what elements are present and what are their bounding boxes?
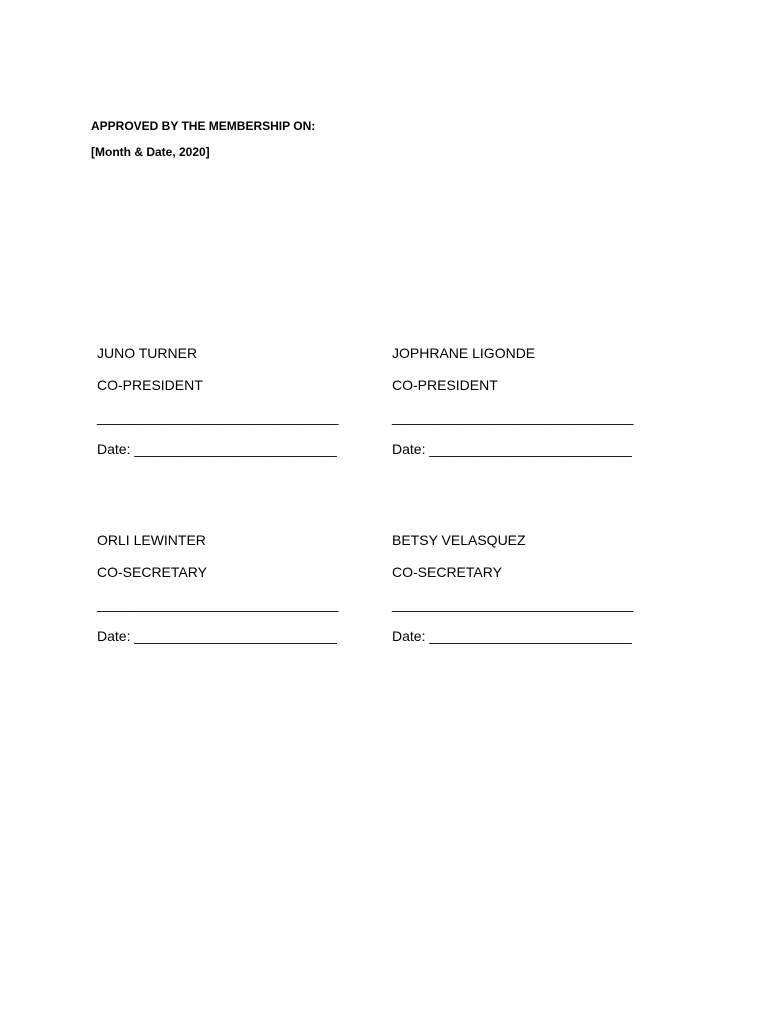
approval-date: [Month & Date, 2020] [91,145,210,159]
signature-line: _______________________________ [392,596,634,612]
signature-line: _______________________________ [97,409,339,425]
signatory-role: CO-SECRETARY [392,564,502,580]
signatory-role: CO-PRESIDENT [97,377,203,393]
signatory-name: ORLI LEWINTER [97,532,206,548]
signature-date-line: Date: __________________________ [392,628,632,644]
signatory-role: CO-SECRETARY [97,564,207,580]
signatory-name: BETSY VELASQUEZ [392,532,526,548]
signature-date-line: Date: __________________________ [97,628,337,644]
signature-line: _______________________________ [97,596,339,612]
signature-date-line: Date: __________________________ [392,441,632,457]
signatory-name: JUNO TURNER [97,345,198,361]
approval-heading: APPROVED BY THE MEMBERSHIP ON: [91,119,316,133]
signature-line: _______________________________ [392,409,634,425]
signature-date-line: Date: __________________________ [97,441,337,457]
signatory-name: JOPHRANE LIGONDE [392,345,536,361]
signatory-role: CO-PRESIDENT [392,377,498,393]
